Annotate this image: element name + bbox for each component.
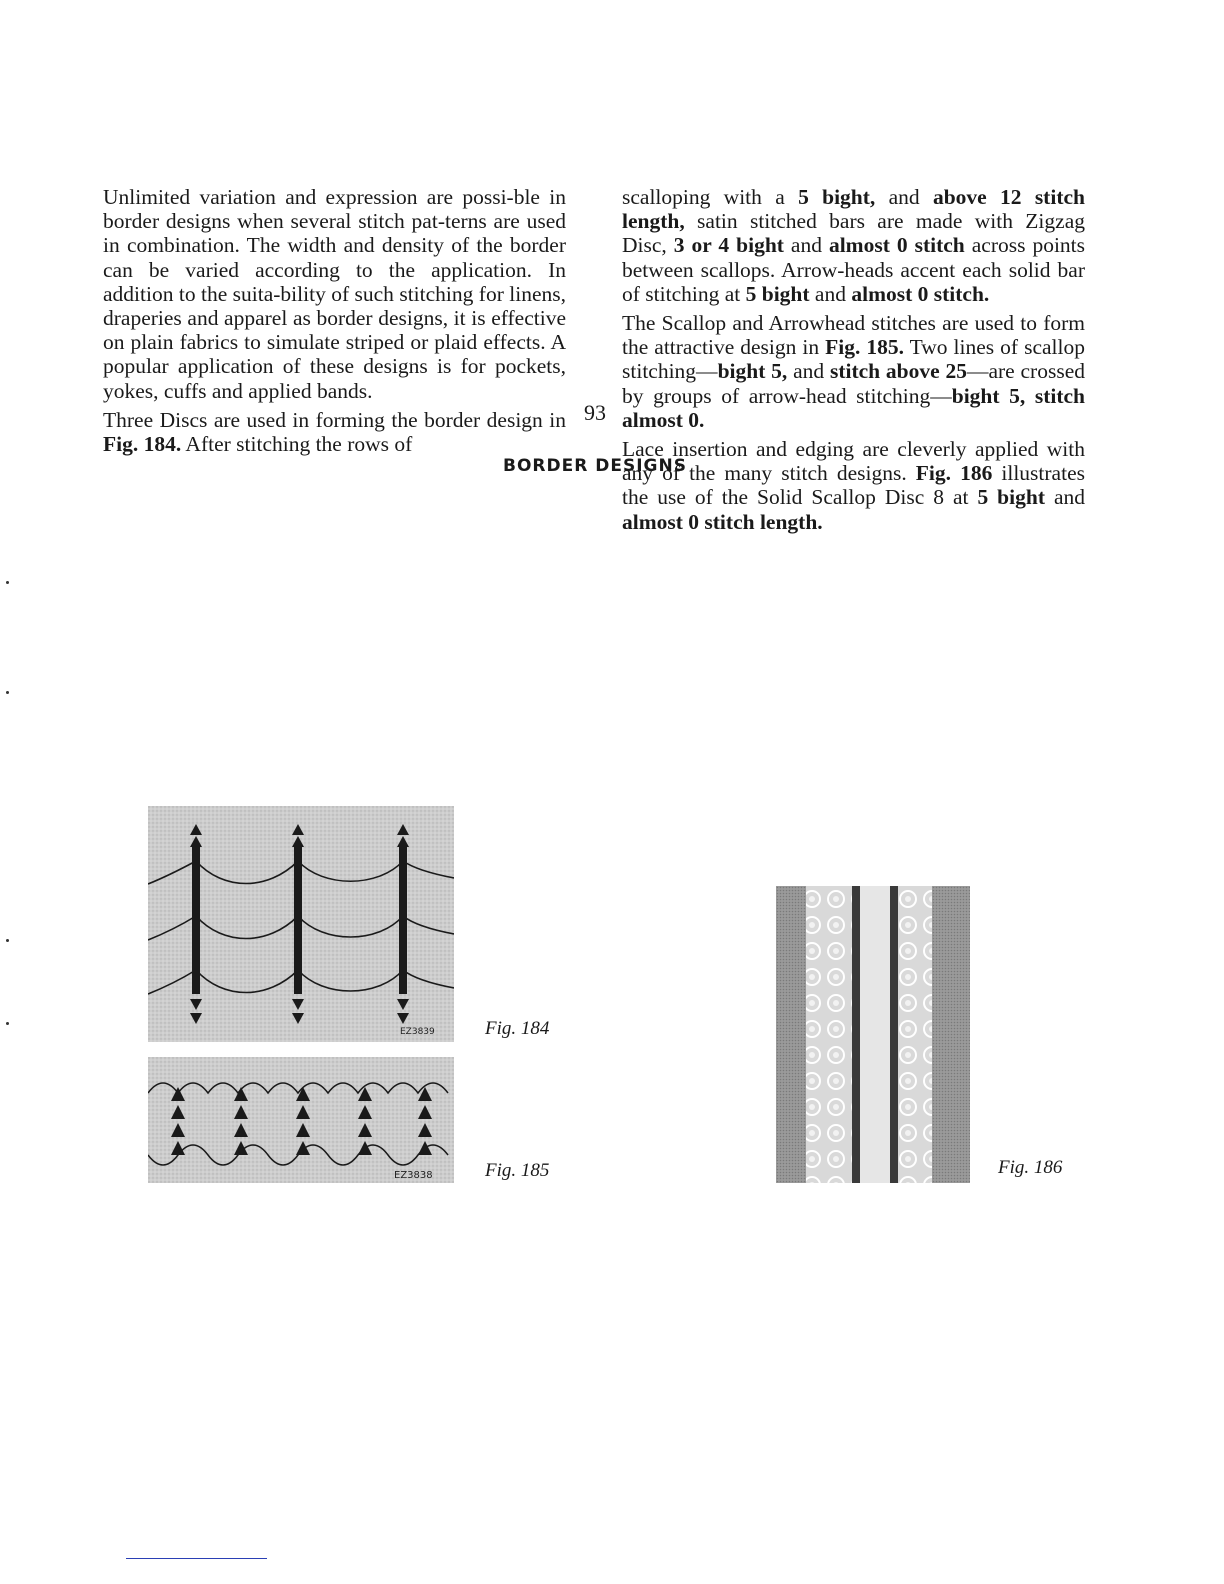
bold-run: 3 or 4 bight <box>673 233 784 258</box>
bold-run: 5 bight, <box>798 185 876 209</box>
text-run: and <box>1044 485 1086 510</box>
footnote-rule <box>126 1558 267 1559</box>
right-column <box>622 185 1085 539</box>
bold-run: almost 0 stitch <box>828 233 965 258</box>
right-paragraph-2 <box>622 311 1085 432</box>
text-run: across points between scallops. Arrow-heads accent each solid bar of stitching at <box>622 233 1086 306</box>
text-run: Two lines of scallop stitching— <box>622 335 1085 384</box>
figure-185-code: EZ3838 <box>394 1170 433 1181</box>
text-run: After stitching the rows of <box>181 432 413 457</box>
bold-run: almost 0 stitch length. <box>622 509 823 534</box>
bold-run: almost 0 stitch. <box>851 281 990 306</box>
text-run: and <box>809 281 852 306</box>
margin-mark <box>6 1022 9 1025</box>
figure-185-photo <box>148 1057 454 1183</box>
text-run: Three Discs are used in forming the border design in <box>103 407 566 432</box>
margin-mark <box>6 939 9 942</box>
section-title: BORDER DESIGNS <box>503 456 687 476</box>
text-run: scalloping with a <box>622 185 799 209</box>
bold-run: Fig. 186 <box>915 461 993 486</box>
bold-run: stitch above 25 <box>829 359 967 384</box>
text-run: Unlimited variation and expression are possi-ble in border designs when several stitch pat-terns are used in combination. The width and density of the border can be varied according to the application. In addition to the suita-bility of such stitching for linens, draperies and apparel as border designs, it is effective on plain fabrics to simulate striped or plaid effects. A popular application of these designs is for pockets, yokes, cuffs and applied bands. <box>103 185 566 403</box>
right-paragraph-3 <box>622 437 1085 534</box>
page-number: 93 <box>584 400 606 425</box>
bold-run: bight 5, stitch almost 0. <box>622 383 1085 432</box>
figure-184-caption: Fig. 184 <box>485 1018 550 1039</box>
bold-run: bight 5, <box>717 359 788 384</box>
margin-mark <box>6 581 9 584</box>
bold-run: Fig. 185. <box>825 335 905 360</box>
figure-185-caption: Fig. 185 <box>485 1160 550 1181</box>
margin-mark <box>6 691 9 694</box>
figure-184-code: EZ3839 <box>400 1027 435 1037</box>
text-run: The Scallop and Arrowhead stitches are used to form the attractive design in <box>622 311 1085 360</box>
right-paragraph-1 <box>622 185 1085 306</box>
left-paragraph-1 <box>103 185 566 403</box>
text-run: satin stitched bars are made with Zigzag Disc, <box>622 209 1085 258</box>
text-run: Lace insertion and edging are cleverly applied with any of the many stitch designs. <box>622 437 1085 486</box>
bold-run: above 12 stitch length, <box>622 185 1085 234</box>
text-run: and <box>783 233 829 258</box>
left-column <box>103 185 566 461</box>
text-run: —are crossed by groups of arrow-head stitching— <box>622 359 1085 408</box>
text-run: and <box>787 359 830 384</box>
left-paragraph-2 <box>103 408 566 456</box>
text-run: and <box>875 185 933 209</box>
text-run: illustrates the use of the Solid Scallop Disc 8 at <box>622 461 1085 510</box>
figure-186-photo <box>776 886 970 1183</box>
bold-run: 5 bight <box>745 281 810 306</box>
figure-184-photo <box>148 806 454 1042</box>
bold-run: 5 bight <box>977 485 1045 510</box>
bold-run: Fig. 184. <box>103 432 182 457</box>
figure-186-caption: Fig. 186 <box>998 1157 1063 1178</box>
